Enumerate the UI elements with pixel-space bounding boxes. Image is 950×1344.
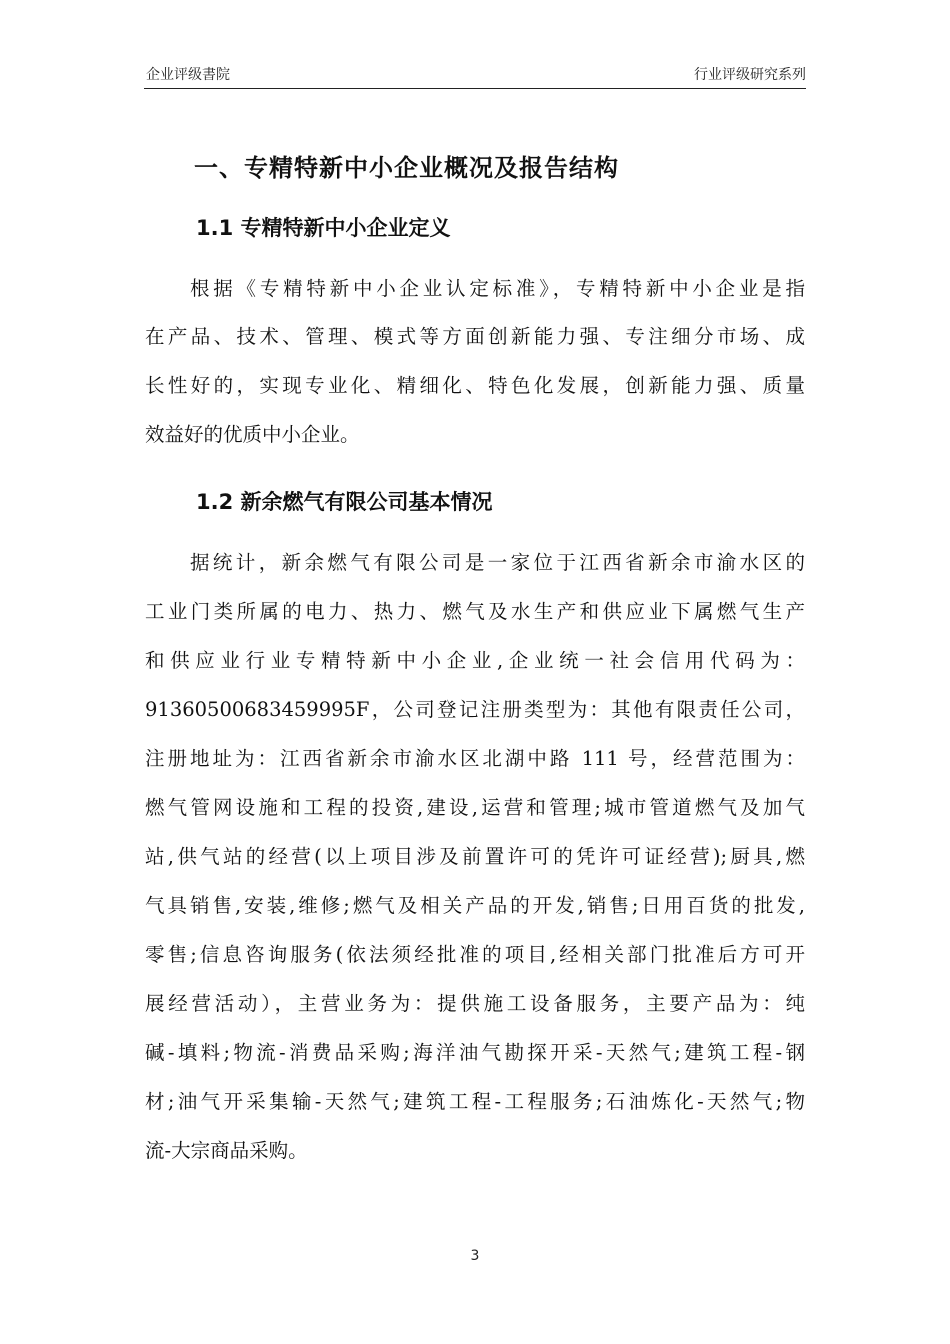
paragraph-line: 在产品、技术、管理、模式等方面创新能力强、专注细分市场、成 [145, 325, 805, 348]
section-1-2-title: 1.2 新余燃气有限公司基本情况 [196, 490, 493, 514]
paragraph-line: 据统计，新余燃气有限公司是一家位于江西省新余市渝水区的 [190, 551, 805, 574]
paragraph-line: 材;油气开采集输-天然气;建筑工程-工程服务;石油炼化-天然气;物 [145, 1090, 805, 1113]
section-1-1-title: 1.1 专精特新中小企业定义 [196, 216, 451, 240]
paragraph-line: 长性好的，实现专业化、精细化、特色化发展，创新能力强、质量 [145, 374, 805, 397]
paragraph-line: 工业门类所属的电力、热力、燃气及水生产和供应业下属燃气生产 [145, 600, 805, 623]
paragraph-line: 根据《专精特新中小企业认定标准》，专精特新中小企业是指 [190, 277, 805, 300]
header-divider [144, 88, 806, 89]
header-left-title: 企业评级書院 [146, 67, 230, 83]
paragraph-line: 注册地址为：江西省新余市渝水区北湖中路 111 号，经营范围为： [145, 747, 805, 770]
paragraph-line: 和供应业行业专精特新中小企业,企业统一社会信用代码为： [145, 649, 805, 672]
paragraph-line: 碱-填料;物流-消费品采购;海洋油气勘探开采-天然气;建筑工程-钢 [145, 1041, 805, 1064]
paragraph-line: 效益好的优质中小企业。 [145, 423, 360, 446]
chapter-heading: 一、专精特新中小企业概况及报告结构 [194, 154, 619, 182]
paragraph-line: 燃气管网设施和工程的投资,建设,运营和管理;城市管道燃气及加气 [145, 796, 805, 819]
header-right-title: 行业评级研究系列 [694, 67, 806, 83]
paragraph-line: 展经营活动），主营业务为：提供施工设备服务，主要产品为：纯 [145, 992, 805, 1015]
paragraph-line: 91360500683459995F，公司登记注册类型为：其他有限责任公司， [145, 698, 805, 721]
page-number: 3 [470, 1248, 480, 1264]
paragraph-line: 站,供气站的经营(以上项目涉及前置许可的凭许可证经营);厨具,燃 [145, 845, 805, 868]
paragraph-line: 流-大宗商品采购。 [145, 1139, 308, 1162]
paragraph-line: 气具销售,安装,维修;燃气及相关产品的开发,销售;日用百货的批发, [145, 894, 805, 917]
paragraph-line: 零售;信息咨询服务(依法须经批准的项目,经相关部门批准后方可开 [145, 943, 805, 966]
